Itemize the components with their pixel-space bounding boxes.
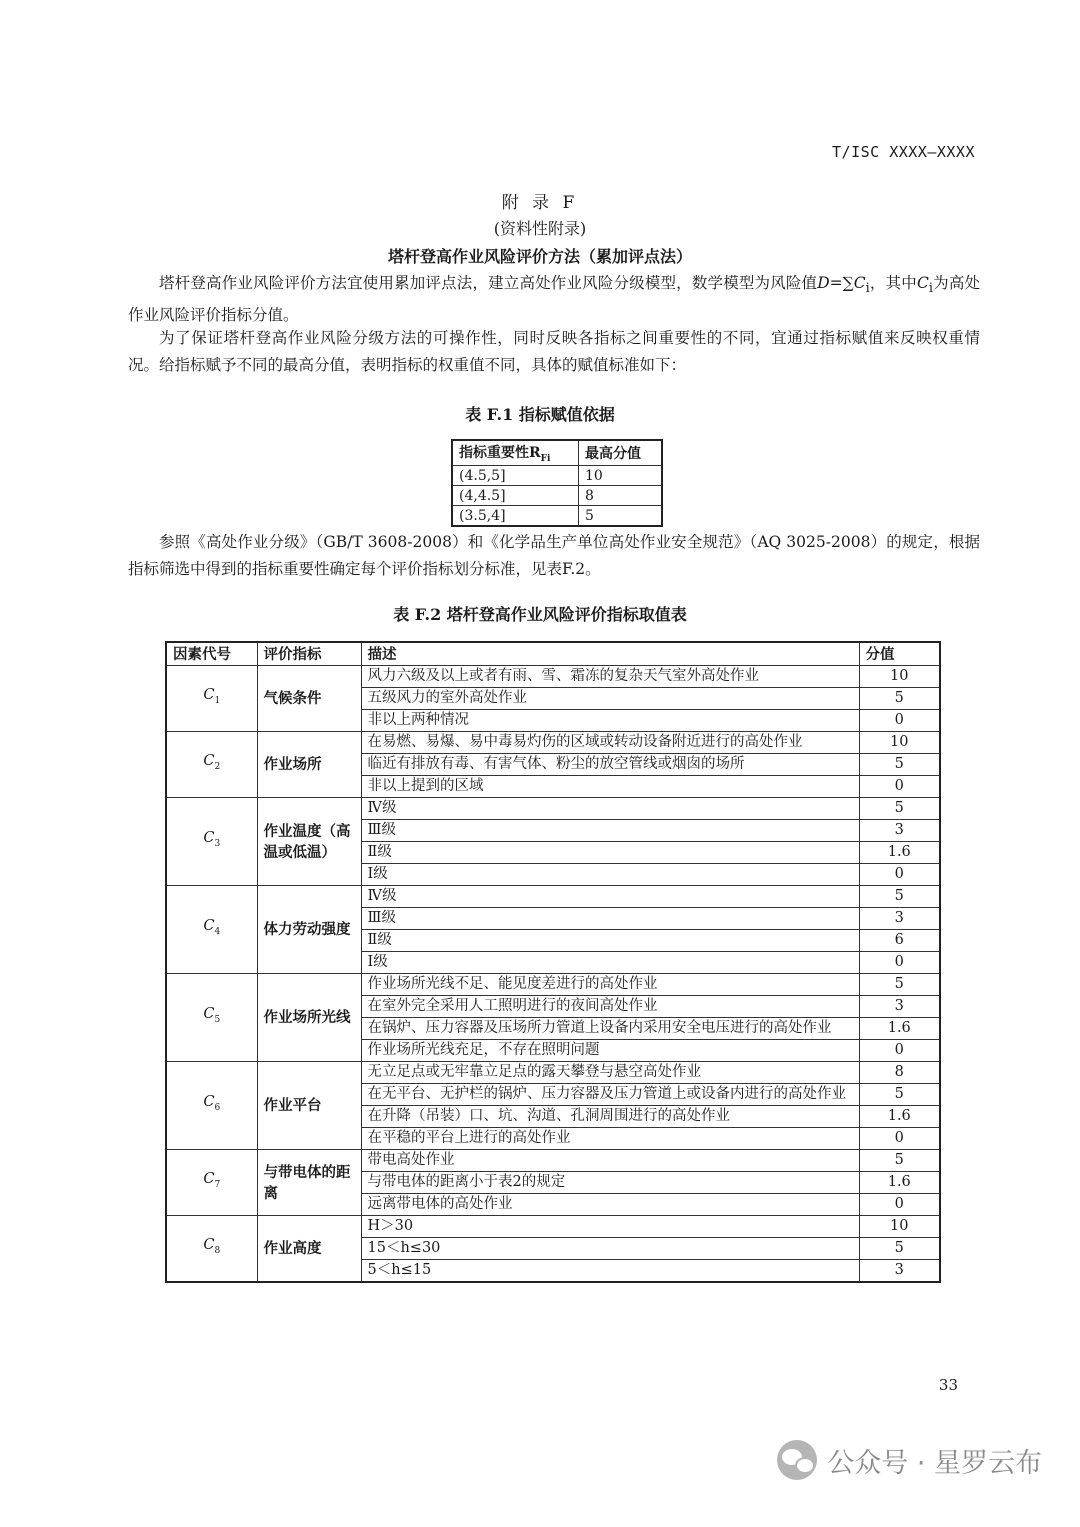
factor-code: $C_2$ [166, 732, 257, 798]
score-cell: 0 [859, 776, 940, 798]
description-cell: 与带电体的距离小于表2的规定 [361, 1172, 859, 1194]
score-cell: 5 [859, 798, 940, 820]
importance-range: (3.5,4] [452, 506, 579, 527]
max-score: 5 [579, 506, 663, 527]
table-row [166, 974, 940, 996]
table2-caption: 表 F.2 塔杆登高作业风险评价指标取值表 [393, 605, 687, 624]
table-row [166, 1216, 940, 1238]
table-row [166, 798, 940, 820]
description-cell: Ⅰ级 [361, 952, 859, 974]
description-cell: Ⅰ级 [361, 864, 859, 886]
score-cell: 1.6 [859, 842, 940, 864]
description-cell: H＞30 [361, 1216, 859, 1238]
indicator-name: 体力劳动强度 [257, 886, 361, 974]
header-description: 描述 [361, 642, 859, 666]
description-cell: 无立足点或无牢靠立足点的露天攀登与悬空高处作业 [361, 1062, 859, 1084]
factor-code: $C_6$ [166, 1062, 257, 1150]
indicator-name: 气候条件 [257, 666, 361, 732]
factor-code: $C_4$ [166, 886, 257, 974]
description-cell: 风力六级及以上或者有雨、雪、霜冻的复杂天气室外高处作业 [361, 666, 859, 688]
score-cell: 3 [859, 820, 940, 842]
score-cell: 5 [859, 974, 940, 996]
score-cell: 0 [859, 864, 940, 886]
description-cell: Ⅳ级 [361, 886, 859, 908]
appendix-label: 附 录 F [501, 193, 579, 213]
factor-code: $C_5$ [166, 974, 257, 1062]
watermark-text: 公众号 · 星罗云布 [827, 1447, 1042, 1479]
score-cell: 0 [859, 1040, 940, 1062]
description-cell: Ⅳ级 [361, 798, 859, 820]
factor-code: $C_7$ [166, 1150, 257, 1216]
paragraph-weighting: 为了保证塔杆登高作业风险分级方法的可操作性，同时反映各指标之间重要性的不同，宜通过指标赋值来反映权重情况。给指标赋予不同的最高分值，表明指标的权重值不同，具体的赋值标准如下： [128, 329, 980, 374]
table-risk-indicators [165, 641, 941, 1283]
description-cell: 临近有排放有毒、有害气体、粉尘的放空管线或烟囱的场所 [361, 754, 859, 776]
description-cell: 在无平台、无护栏的锅炉、压力容器及压力管道上或设备内进行的高处作业 [361, 1084, 859, 1106]
indicator-name: 作业高度 [257, 1216, 361, 1283]
description-cell: 作业场所光线不足、能见度差进行的高处作业 [361, 974, 859, 996]
score-cell: 10 [859, 666, 940, 688]
description-cell: 非以上两种情况 [361, 710, 859, 732]
description-cell: Ⅱ级 [361, 842, 859, 864]
page-number: 33 [938, 1376, 958, 1394]
description-cell: 非以上提到的区域 [361, 776, 859, 798]
score-cell: 1.6 [859, 1106, 940, 1128]
paragraph-method: 塔杆登高作业风险评价方法宜使用累加评点法，建立高处作业风险分级模型，数学模型为风险值$D=\sum C_i$，其中$C_i$为高处作业风险评价指标分值。 [128, 274, 980, 325]
score-cell: 0 [859, 1194, 940, 1216]
description-cell: 5＜h≤15 [361, 1260, 859, 1283]
description-cell: 五级风力的室外高处作业 [361, 688, 859, 710]
description-cell: Ⅲ级 [361, 820, 859, 842]
header-importance: 指标重要性$R_{Fi}$ [452, 440, 579, 466]
score-cell: 5 [859, 886, 940, 908]
score-cell: 5 [859, 754, 940, 776]
factor-code: $C_1$ [166, 666, 257, 732]
table-header-row [452, 440, 662, 466]
description-cell: 带电高处作业 [361, 1150, 859, 1172]
max-score: 10 [579, 466, 663, 486]
score-cell: 3 [859, 996, 940, 1018]
score-cell: 5 [859, 1238, 940, 1260]
description-cell: 在室外完全采用人工照明进行的夜间高处作业 [361, 996, 859, 1018]
max-score: 8 [579, 486, 663, 506]
indicator-name: 作业场所 [257, 732, 361, 798]
indicator-name: 与带电体的距离 [257, 1150, 361, 1216]
score-cell: 1.6 [859, 1172, 940, 1194]
score-cell: 1.6 [859, 1018, 940, 1040]
indicator-name: 作业平台 [257, 1062, 361, 1150]
description-cell: 远离带电体的高处作业 [361, 1194, 859, 1216]
description-cell: Ⅲ级 [361, 908, 859, 930]
appendix-title: 塔杆登高作业风险评价方法（累加评点法） [387, 247, 692, 266]
score-cell: 0 [859, 1128, 940, 1150]
paragraph-reference: 参照《高处作业分级》（GB/T 3608-2008）和《化学品生产单位高处作业安全规范》（AQ 3025-2008）的规定，根据指标筛选中得到的指标重要性确定每个评价指标划分标准，见表F.2。 [128, 533, 980, 578]
score-cell: 0 [859, 952, 940, 974]
table-row [166, 732, 940, 754]
description-cell: 15＜h≤30 [361, 1238, 859, 1260]
importance-range: (4,4.5] [452, 486, 579, 506]
standard-number: T/ISC XXXX—XXXX [832, 143, 975, 161]
table-row [452, 486, 662, 506]
table-indicator-weights [451, 439, 663, 527]
table-row [452, 466, 662, 486]
table-row [452, 506, 662, 527]
table-row [166, 886, 940, 908]
header-max-score: 最高分值 [579, 440, 663, 466]
table1-caption: 表 F.1 指标赋值依据 [465, 405, 615, 424]
appendix-nature: (资料性附录) [493, 219, 587, 238]
header-code: 因素代号 [166, 642, 257, 666]
importance-range: (4.5,5] [452, 466, 579, 486]
watermark [777, 1440, 1042, 1480]
factor-code: $C_3$ [166, 798, 257, 886]
description-cell: 在平稳的平台上进行的高处作业 [361, 1128, 859, 1150]
table-row [166, 1150, 940, 1172]
score-cell: 10 [859, 1216, 940, 1238]
score-cell: 8 [859, 1062, 940, 1084]
description-cell: 在易燃、易爆、易中毒易灼伤的区域或转动设备附近进行的高处作业 [361, 732, 859, 754]
header-indicator: 评价指标 [257, 642, 361, 666]
score-cell: 3 [859, 908, 940, 930]
score-cell: 6 [859, 930, 940, 952]
indicator-name: 作业温度（高温或低温） [257, 798, 361, 886]
description-cell: Ⅱ级 [361, 930, 859, 952]
header-score: 分值 [859, 642, 940, 666]
table-row [166, 1062, 940, 1084]
table-row [166, 666, 940, 688]
factor-code: $C_8$ [166, 1216, 257, 1283]
score-cell: 5 [859, 688, 940, 710]
score-cell: 5 [859, 1150, 940, 1172]
wechat-icon [777, 1440, 817, 1480]
score-cell: 3 [859, 1260, 940, 1283]
description-cell: 在锅炉、压力容器及压场所力管道上设备内采用安全电压进行的高处作业 [361, 1018, 859, 1040]
table-header-row [166, 642, 940, 666]
description-cell: 作业场所光线充足，不存在照明问题 [361, 1040, 859, 1062]
indicator-name: 作业场所光线 [257, 974, 361, 1062]
score-cell: 10 [859, 732, 940, 754]
score-cell: 0 [859, 710, 940, 732]
score-cell: 5 [859, 1084, 940, 1106]
description-cell: 在升降（吊装）口、坑、沟道、孔洞周围进行的高处作业 [361, 1106, 859, 1128]
